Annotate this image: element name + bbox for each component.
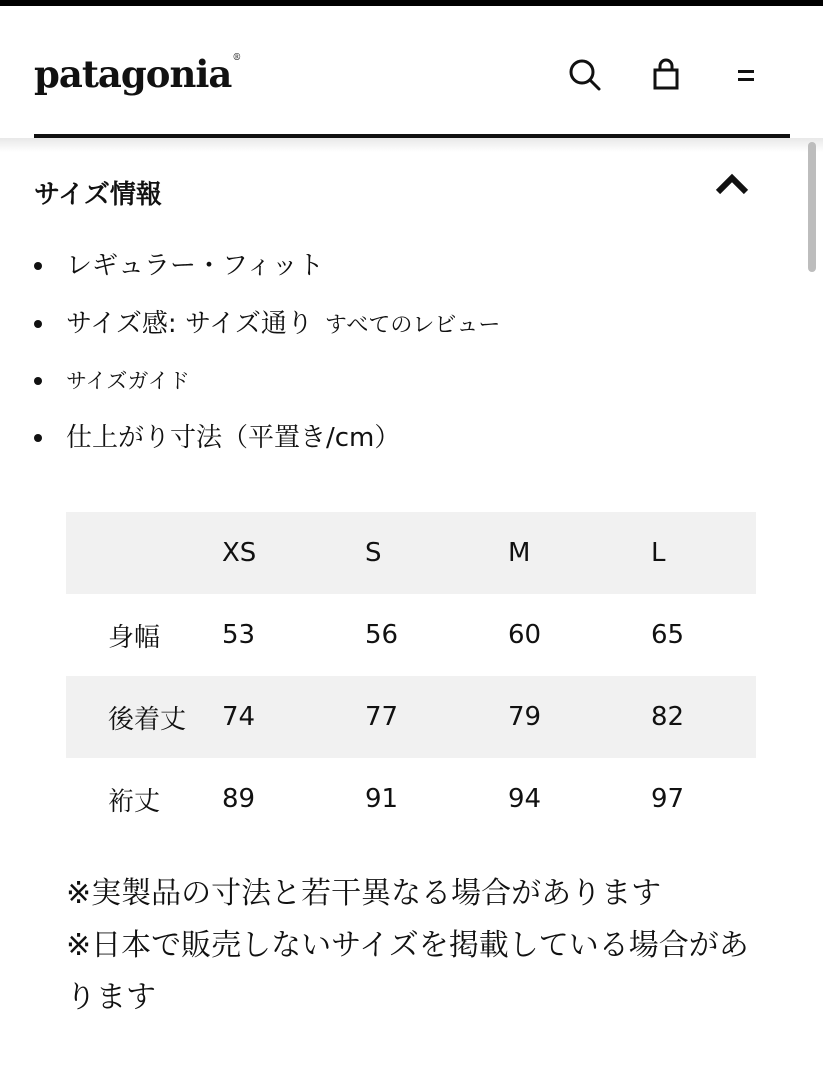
list-item-measurements: [34, 412, 774, 470]
bullet-dot: [34, 434, 42, 442]
table-cell: 65: [651, 620, 685, 650]
table-cell: 74: [222, 676, 365, 758]
note-line: ※日本で販売しないサイズを掲載している場合があります: [66, 928, 749, 1015]
size-feel-text: サイズ感: サイズ通り: [66, 309, 313, 339]
measurements-heading: 仕上がり寸法（平置き/cm）: [66, 423, 401, 453]
table-header-cell: M: [508, 512, 651, 594]
table-header-cell: L: [651, 512, 756, 594]
list-item-size-feel: [34, 298, 774, 356]
section-title: サイズ情報: [34, 180, 162, 210]
chevron-up-icon[interactable]: [714, 170, 750, 196]
table-header-cell: XS: [222, 512, 365, 594]
search-icon[interactable]: [566, 56, 602, 92]
menu-icon[interactable]: [732, 62, 760, 90]
table-row: [66, 594, 756, 676]
table-row: [66, 676, 756, 758]
header-shadow: [0, 138, 823, 152]
note-line: ※実製品の寸法と若干異なる場合があります: [66, 876, 662, 911]
table-cell: 53: [222, 620, 256, 650]
row-label: 後着丈: [66, 676, 222, 758]
size-notes: [66, 868, 766, 1024]
table-header-row: [66, 512, 756, 594]
list-item-size-guide[interactable]: [34, 356, 774, 412]
bullet-dot: [34, 262, 42, 270]
size-guide-link[interactable]: サイズガイド: [66, 369, 190, 393]
table-cell: 82: [651, 676, 756, 758]
bag-icon[interactable]: [648, 56, 684, 92]
table-header-cell: S: [365, 512, 508, 594]
table-cell: 97: [651, 784, 685, 814]
site-header: [0, 6, 823, 136]
list-item-fit: [34, 240, 774, 298]
table-header-cell: [66, 512, 222, 594]
all-reviews-link[interactable]: すべてのレビュー: [324, 313, 501, 338]
row-label: 裄丈: [108, 786, 161, 817]
size-chart-table: [66, 512, 756, 840]
bullet-dot: [34, 377, 42, 385]
table-cell: 89: [222, 784, 256, 814]
row-label: 身幅: [108, 622, 161, 653]
scrollbar-thumb[interactable]: [808, 142, 816, 272]
table-cell: 60: [508, 620, 542, 650]
table-cell: 79: [508, 676, 651, 758]
bullet-dot: [34, 320, 42, 328]
fit-text: レギュラー・フィット: [66, 251, 324, 281]
size-info-list: [34, 240, 774, 470]
patagonia-logo[interactable]: patagonia®: [34, 52, 241, 96]
table-row: [66, 758, 756, 840]
table-cell: 91: [365, 784, 399, 814]
table-cell: 77: [365, 676, 508, 758]
table-cell: 94: [508, 784, 542, 814]
size-info-accordion-header[interactable]: [34, 170, 754, 220]
table-cell: 56: [365, 620, 399, 650]
